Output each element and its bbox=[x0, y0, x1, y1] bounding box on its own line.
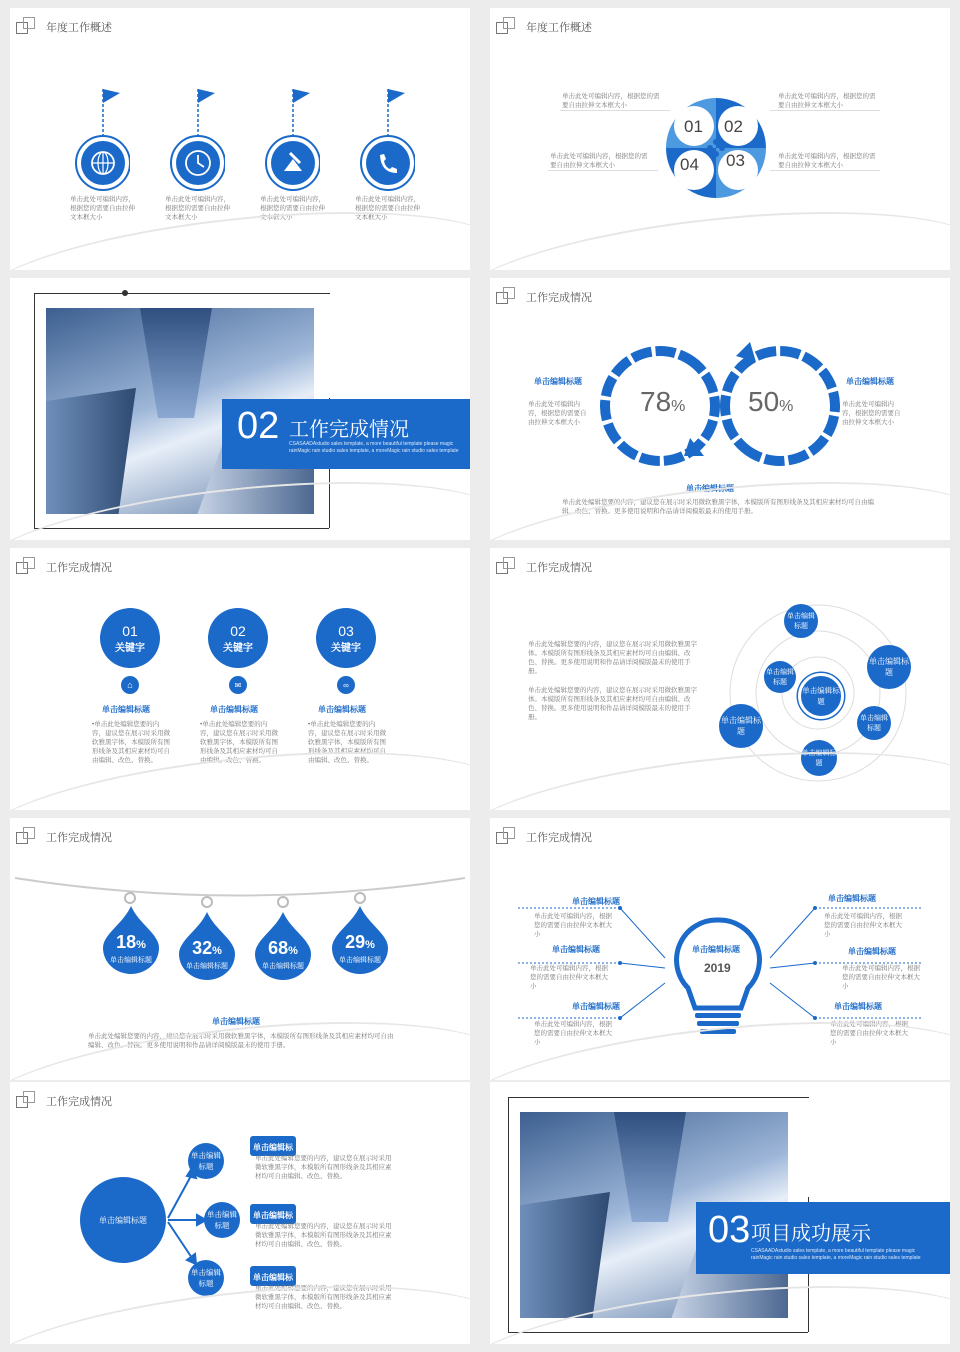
logo-squares-icon bbox=[496, 17, 518, 37]
bottom-text: 单击此处编辑您要的内容，建议您在展示时采用微软雅黑字体，本模版所有图形线条及其相应素材均可自由编辑、改色、替换。更多使用说明和作品请详阅模版最末的使用手册。 bbox=[88, 1033, 394, 1049]
slide-7-drops bbox=[10, 818, 470, 1080]
link-icon: ∞ bbox=[337, 676, 355, 694]
hanging-string bbox=[10, 868, 470, 928]
section-number: 02 bbox=[237, 405, 280, 447]
left-title: 单击编辑标题 bbox=[552, 945, 600, 954]
slide-title: 工作完成情况 bbox=[526, 292, 592, 304]
orbit-center: 单击编辑标题 bbox=[798, 673, 844, 719]
petal-num: 02 bbox=[724, 117, 743, 136]
logo-squares-icon bbox=[16, 557, 38, 577]
card-text: •单击此处编辑您要的内容，建议您在展示时采用微软雅黑字体，本模版所有图形线条及其相应素材均可自由编辑、改色、替换。 bbox=[200, 721, 278, 764]
orbit-node: 单击编辑标题 bbox=[867, 645, 911, 689]
slide-header bbox=[496, 826, 592, 848]
item-text: 单击此处可编辑内容，根据您的需要自由拉伸文本框大小 bbox=[260, 196, 325, 221]
slide-header bbox=[496, 286, 592, 308]
left-text: 单击此处可编辑内容，根据您的需要自由拉伸文本框大小 bbox=[530, 965, 608, 990]
keyword-circle: 02 关键字 bbox=[208, 608, 268, 668]
slide-2-annual-overview bbox=[490, 8, 950, 270]
keyword-circle: 01 关键字 bbox=[100, 608, 160, 668]
petal-num: 04 bbox=[680, 155, 699, 174]
section-banner bbox=[222, 399, 470, 469]
drop-tag: 32% 单击编辑标题 bbox=[179, 912, 235, 980]
branch-title: 单击编辑标 bbox=[250, 1204, 296, 1224]
item-text: 单击此处可编辑内容，根据您的需要自由拉伸文本框大小 bbox=[70, 196, 135, 221]
slide-6-orbit bbox=[490, 548, 950, 810]
slide-8-lightbulb bbox=[490, 818, 950, 1080]
left-title: 单击编辑标题 bbox=[572, 897, 620, 906]
petal-num: 01 bbox=[684, 117, 703, 136]
section-subtitle: CSASAADAstudio sales template, a more beautiful template please magic rainMagic rain studio sales template, a moreMagic rain studio sales template bbox=[289, 441, 459, 454]
right-text: 单击此处可编辑内容，根据您的需要自由拉伸文本框大小 bbox=[842, 965, 920, 990]
slide-3-section-divider bbox=[10, 278, 470, 540]
slide-header bbox=[16, 1090, 112, 1112]
logo-squares-icon bbox=[16, 17, 38, 37]
section-banner bbox=[696, 1202, 950, 1274]
slide-title: 工作完成情况 bbox=[46, 832, 112, 844]
slide-5-keywords bbox=[10, 548, 470, 810]
paragraph-2: 单击此处编辑您要的内容，建议您在展示时采用微软雅黑字体。本模版所有图形线条及其相应素材均可自由编辑、改色、替换。更多使用说明和作品请详阅模版最末的使用手册。 bbox=[528, 687, 697, 721]
slide-header bbox=[16, 556, 112, 578]
branch-text: 单击此处编辑您要的内容，建议您在展示时采用微软雅黑字体，本模版所有图形线条及其相应素材均可自由编辑、改色、替换。 bbox=[255, 1223, 392, 1248]
branch-text: 单击此处编辑您要的内容，建议您在展示时采用微软雅黑字体，本模版所有图形线条及其相应素材均可自由编辑、改色、替换。 bbox=[255, 1285, 392, 1310]
slide-header bbox=[16, 16, 112, 38]
bottom-text: 单击此处编辑您要的内容，建议您在展示时采用微软雅黑字体，本模版所有图形线条及其相应素材均可自由编辑、改色、替换。更多使用说明和作品请详阅模版最末的使用手册。 bbox=[562, 499, 874, 515]
branch-title: 单击编辑标 bbox=[250, 1266, 296, 1286]
drop-tag: 18% 单击编辑标题 bbox=[103, 906, 159, 974]
drop-tag: 68% 单击编辑标题 bbox=[255, 912, 311, 980]
slide-9-branches bbox=[10, 1082, 470, 1344]
slide-title: 工作完成情况 bbox=[46, 1096, 112, 1108]
text-bottom-right: 单击此处可编辑内容，根据您的需要自由拉伸文本框大小 bbox=[778, 153, 876, 169]
right-title: 单击编辑标题 bbox=[834, 1002, 882, 1011]
right-text: 单击此处可编辑内容，根据您的需要自由拉伸文本框大小 bbox=[842, 401, 901, 426]
slide-10-section-divider bbox=[490, 1082, 950, 1344]
bulb-year: 2019 bbox=[704, 961, 731, 975]
logo-squares-icon bbox=[16, 827, 38, 847]
left-text: 单击此处可编辑内容，根据您的需要自由拉伸文本框大小 bbox=[534, 913, 612, 938]
mail-icon: ✉ bbox=[229, 676, 247, 694]
left-text: 单击此处可编辑内容，根据您的需要自由拉伸文本框大小 bbox=[528, 401, 587, 426]
slide-1-annual-overview bbox=[10, 8, 470, 270]
slide-title: 工作完成情况 bbox=[46, 562, 112, 574]
slide-title: 工作完成情况 bbox=[526, 832, 592, 844]
branch-title: 单击编辑标 bbox=[250, 1136, 296, 1156]
left-title: 单击编辑标题 bbox=[572, 1002, 620, 1011]
home-icon: ⌂ bbox=[121, 676, 139, 694]
big-circle: 单击编辑标题 bbox=[80, 1177, 166, 1263]
card-title: 单击编辑标题 bbox=[210, 705, 258, 714]
logo-squares-icon bbox=[496, 827, 518, 847]
flag-pin-icon bbox=[260, 83, 320, 193]
right-title: 单击编辑标题 bbox=[828, 894, 876, 903]
item-text: 单击此处可编辑内容，根据您的需要自由拉伸文本框大小 bbox=[355, 196, 420, 221]
bulb-title: 单击编辑标题 bbox=[692, 945, 740, 954]
petal-num: 03 bbox=[726, 151, 745, 170]
flag-item bbox=[355, 83, 455, 221]
percent-left: 78% bbox=[640, 386, 686, 417]
orbit-node: 单击编辑标题 bbox=[857, 706, 891, 740]
section-title: 项目成功展示 bbox=[751, 1223, 871, 1245]
four-petal-diagram bbox=[656, 88, 776, 208]
slide-title: 年度工作概述 bbox=[526, 22, 592, 34]
left-title: 单击编辑标题 bbox=[534, 377, 582, 386]
slide-title: 年度工作概述 bbox=[46, 22, 112, 34]
percent-right: 50% bbox=[748, 386, 794, 417]
logo-squares-icon bbox=[496, 557, 518, 577]
keyword-circle: 03 关键字 bbox=[316, 608, 376, 668]
slide-header bbox=[496, 556, 592, 578]
orbit-node: 单击编辑标题 bbox=[764, 661, 796, 693]
slide-title: 工作完成情况 bbox=[526, 562, 592, 574]
slide-header bbox=[496, 16, 592, 38]
branch-circle: 单击编辑标题 bbox=[188, 1260, 224, 1296]
logo-squares-icon bbox=[16, 1091, 38, 1111]
paragraph-1: 单击此处编辑您要的内容，建议您在展示时采用微软雅黑字体。本模版所有图形线条及其相应素材均可自由编辑、改色、替换。更多使用说明和作品请详阅模版最末的使用手册。 bbox=[528, 641, 697, 675]
flag-pin-icon bbox=[165, 83, 225, 193]
card-text: •单击此处编辑您要的内容，建议您在展示时采用微软雅黑字体，本模版所有图形线条及其相应素材均可自由编辑、改色、替换。 bbox=[92, 721, 170, 764]
drop-tag: 29% 单击编辑标题 bbox=[332, 906, 388, 974]
flag-item bbox=[70, 83, 170, 221]
section-number: 03 bbox=[708, 1209, 751, 1251]
text-top-right: 单击此处可编辑内容，根据您的需要自由拉伸文本框大小 bbox=[778, 93, 876, 109]
orbit-node: 单击编辑标题 bbox=[801, 740, 837, 776]
section-subtitle: CSASAADAstudio sales template, a more beautiful template please magic rainMagic rain studio sales template, a moreMagic rain studio sales template bbox=[751, 1248, 921, 1261]
logo-squares-icon bbox=[496, 287, 518, 307]
text-top-left: 单击此处可编辑内容，根据您的需要自由拉伸文本框大小 bbox=[562, 93, 660, 109]
bottom-title: 单击编辑标题 bbox=[686, 484, 734, 493]
flag-item bbox=[165, 83, 265, 221]
right-title: 单击编辑标题 bbox=[848, 947, 896, 956]
flag-pin-icon bbox=[355, 83, 415, 193]
slide-header bbox=[16, 826, 112, 848]
item-text: 单击此处可编辑内容，根据您的需要自由拉伸文本框大小 bbox=[165, 196, 230, 221]
right-title: 单击编辑标题 bbox=[846, 377, 894, 386]
section-title: 工作完成情况 bbox=[289, 419, 409, 441]
card-title: 单击编辑标题 bbox=[102, 705, 150, 714]
slide-4-work-status bbox=[490, 278, 950, 540]
card-title: 单击编辑标题 bbox=[318, 705, 366, 714]
right-text: 单击此处可编辑内容，根据您的需要自由拉伸文本框大小 bbox=[830, 1021, 908, 1046]
orbit-node: 单击编辑标题 bbox=[719, 704, 763, 748]
card-text: •单击此处编辑您要的内容，建议您在展示时采用微软雅黑字体，本模版所有图形线条及其相应素材均可自由编辑、改色、替换。 bbox=[308, 721, 386, 764]
branch-circle: 单击编辑标题 bbox=[188, 1143, 224, 1179]
branch-text: 单击此处编辑您要的内容，建议您在展示时采用微软雅黑字体，本模版所有图形线条及其相应素材均可自由编辑、改色、替换。 bbox=[255, 1155, 392, 1180]
flag-item bbox=[260, 83, 360, 221]
text-bottom-left: 单击此处可编辑内容，根据您的需要自由拉伸文本框大小 bbox=[550, 153, 648, 169]
orbit-node: 单击编辑标题 bbox=[784, 604, 818, 638]
right-text: 单击此处可编辑内容，根据您的需要自由拉伸文本框大小 bbox=[824, 913, 902, 938]
left-text: 单击此处可编辑内容，根据您的需要自由拉伸文本框大小 bbox=[534, 1021, 612, 1046]
infinity-progress-diagram bbox=[600, 338, 840, 488]
branch-circle: 单击编辑标题 bbox=[204, 1202, 240, 1238]
bottom-title: 单击编辑标题 bbox=[212, 1017, 260, 1026]
flag-pin-icon bbox=[70, 83, 130, 193]
